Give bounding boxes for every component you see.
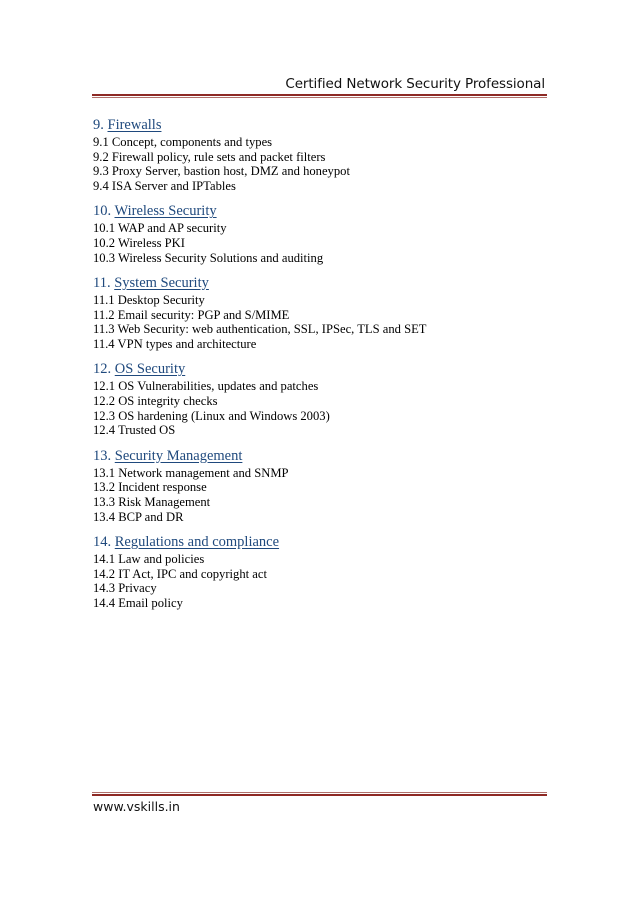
list-item: 12.3 OS hardening (Linux and Windows 2003) — [93, 408, 330, 423]
section — [93, 447, 553, 525]
section — [93, 202, 553, 265]
section — [93, 274, 553, 352]
list-item: 9.4 ISA Server and IPTables — [93, 179, 236, 194]
list-item: 13.1 Network management and SNMP — [93, 465, 289, 480]
list-item: 11.4 VPN types and architecture — [93, 337, 257, 352]
section-number: 11. — [93, 274, 111, 291]
footer-url: www.vskills.in — [93, 799, 180, 814]
list-item: 10.1 WAP and AP security — [93, 221, 227, 236]
list-item: 9.2 Firewall policy, rule sets and packet filters — [93, 149, 326, 164]
section-title: Regulations and compliance — [114, 533, 280, 550]
section-gap — [93, 194, 553, 203]
section-title: OS Security — [114, 361, 186, 378]
section-item-list — [93, 221, 553, 265]
section-number: 14. — [93, 533, 112, 550]
list-item: 14.3 Privacy — [93, 581, 157, 596]
list-item: 11.2 Email security: PGP and S/MIME — [93, 307, 290, 322]
list-item: 13.4 BCP and DR — [93, 509, 184, 524]
section-gap — [93, 265, 553, 274]
section-item-list — [93, 552, 553, 611]
list-item: 9.3 Proxy Server, bastion host, DMZ and honeypot — [93, 164, 350, 179]
section-title: Security Management — [114, 447, 243, 464]
section — [93, 533, 553, 611]
section-number: 10. — [93, 203, 112, 220]
section-number: 13. — [93, 447, 112, 464]
section-title: System Security — [114, 274, 209, 291]
footer-rule-secondary — [92, 792, 547, 793]
section-heading — [93, 447, 553, 466]
document-body — [93, 116, 553, 611]
list-item: 9.1 Concept, components and types — [93, 135, 273, 149]
section-heading — [93, 533, 553, 552]
section-item-list — [93, 466, 553, 525]
list-item: 12.4 Trusted OS — [93, 423, 176, 438]
section — [93, 360, 553, 438]
list-item: 10.3 Wireless Security Solutions and auditing — [93, 250, 324, 265]
section-heading — [93, 202, 553, 221]
section-item-list — [93, 293, 553, 352]
section-number: 12. — [93, 361, 112, 378]
header-rule — [92, 94, 547, 96]
section-title: Firewalls — [107, 117, 162, 133]
section-number: 9. — [93, 117, 104, 133]
list-item: 13.3 Risk Management — [93, 494, 211, 509]
list-item: 14.2 IT Act, IPC and copyright act — [93, 566, 267, 581]
section-item-list — [93, 379, 553, 438]
list-item: 12.1 OS Vulnerabilities, updates and patches — [93, 379, 319, 394]
section-heading — [93, 274, 553, 293]
list-item: 12.2 OS integrity checks — [93, 393, 218, 408]
section-heading — [93, 116, 553, 135]
header-rule-secondary — [92, 97, 547, 98]
section-gap — [93, 352, 553, 361]
list-item: 13.2 Incident response — [93, 480, 207, 495]
list-item: 11.1 Desktop Security — [93, 292, 205, 307]
list-item: 11.3 Web Security: web authentication, SSL, IPSec, TLS and SET — [93, 322, 427, 337]
footer-rule — [92, 794, 547, 796]
section-title: Wireless Security — [114, 203, 217, 220]
section-item-list — [93, 135, 553, 194]
list-item: 14.1 Law and policies — [93, 551, 205, 566]
list-item: 14.4 Email policy — [93, 595, 183, 610]
section-gap — [93, 438, 553, 447]
section — [93, 116, 553, 194]
section-gap — [93, 524, 553, 533]
page-header-title: Certified Network Security Professional — [285, 76, 545, 92]
section-heading — [93, 360, 553, 379]
list-item: 10.2 Wireless PKI — [93, 236, 185, 251]
